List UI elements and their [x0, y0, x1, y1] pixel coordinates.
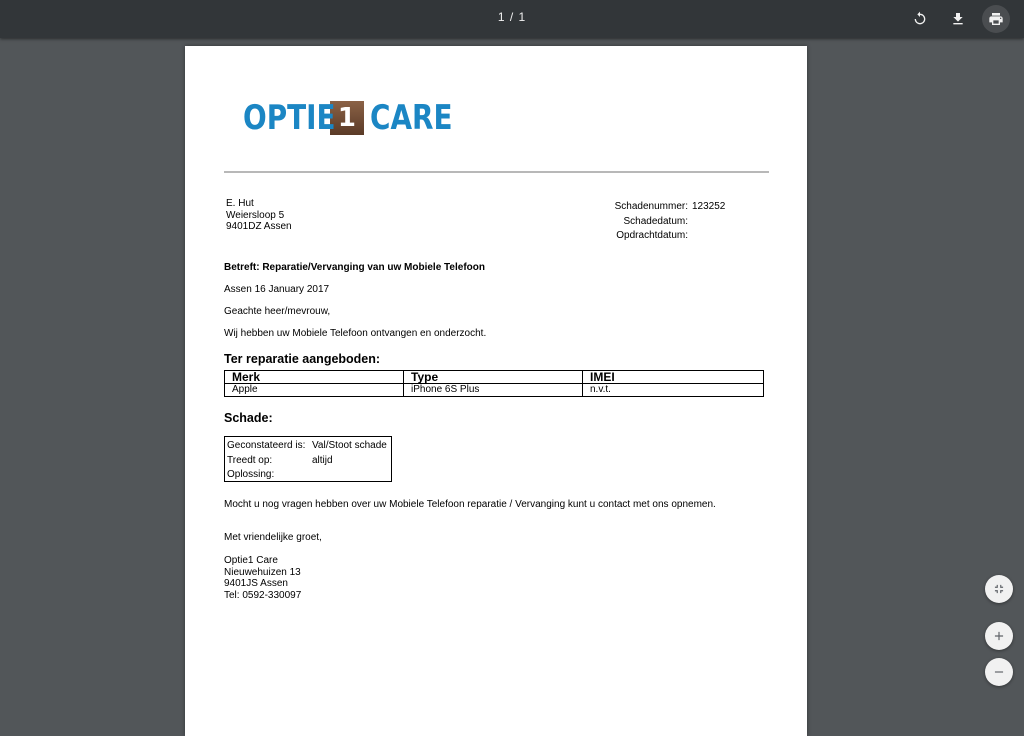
header-divider [224, 171, 769, 173]
recipient-street: Weiersloop 5 [226, 209, 285, 221]
damage-value: Val/Stoot schade [312, 440, 387, 451]
logo-text-right: CARE [369, 98, 453, 138]
column-header-type: Type [404, 371, 583, 384]
claim-meta [592, 200, 725, 244]
optie1-care-logo [243, 98, 471, 138]
meta-value: 123252 [692, 201, 726, 212]
download-button[interactable] [944, 5, 972, 33]
signature-city: 9401JS Assen [224, 578, 288, 589]
zoom-out-button[interactable] [985, 658, 1013, 686]
intro-text: Wij hebben uw Mobiele Telefoon ontvangen en onderzocht. [224, 328, 487, 339]
signature-company: Optie1 Care [224, 555, 278, 566]
pdf-toolbar [0, 0, 1024, 38]
table-header-row [225, 371, 764, 384]
date-line: Assen 16 January 2017 [224, 284, 330, 295]
page-counter: 1 / 1 [497, 10, 527, 24]
damage-heading: Schade: [224, 411, 273, 425]
greeting: Geachte heer/mevrouw, [224, 306, 331, 317]
repair-heading: Ter reparatie aangeboden: [224, 352, 381, 366]
cell-merk: Apple [232, 384, 258, 395]
cell-type: iPhone 6S Plus [404, 384, 583, 397]
repair-table [224, 370, 764, 397]
fit-page-button[interactable] [985, 575, 1013, 603]
cell-imei: n.v.t. [583, 384, 764, 397]
damage-label: Geconstateerd is: [227, 440, 306, 451]
damage-value: altijd [312, 454, 333, 466]
closing-text: Mocht u nog vragen hebben over uw Mobiele Telefoon reparatie / Vervanging kunt u contact met ons opnemen. [224, 499, 716, 510]
zoom-in-button[interactable] [985, 622, 1013, 650]
damage-box [224, 436, 392, 482]
recipient-city: 9401DZ Assen [226, 221, 292, 232]
download-icon [950, 11, 966, 27]
rotate-button[interactable] [906, 5, 934, 33]
recipient-name: E. Hut [226, 198, 254, 209]
meta-label: Schadedatum: [623, 215, 688, 227]
print-button[interactable] [982, 5, 1010, 33]
damage-label: Treedt op: [227, 454, 273, 466]
column-header-imei: IMEI [583, 371, 764, 384]
logo-text-left: OPTIE [243, 98, 336, 138]
zoom-in-icon [992, 629, 1006, 643]
column-header-merk: Merk [225, 371, 404, 384]
rotate-icon [912, 11, 928, 27]
fit-page-icon [992, 582, 1006, 596]
recipient-address [226, 198, 292, 233]
print-icon [988, 11, 1004, 27]
damage-label: Oplossing: [227, 469, 275, 480]
zoom-out-icon [992, 665, 1006, 679]
subject-line: Betreft: Reparatie/Vervanging van uw Mobiele Telefoon [224, 262, 485, 273]
meta-label: Opdrachtdatum: [616, 230, 688, 241]
signature-phone: Tel: 0592-330097 [224, 589, 302, 601]
table-row [225, 384, 764, 397]
meta-label: Schadenummer: [614, 201, 688, 212]
regards: Met vriendelijke groet, [224, 532, 322, 543]
pdf-page [185, 46, 807, 736]
signature-block [224, 555, 301, 601]
logo-digit-box: 1 [330, 101, 364, 135]
signature-street: Nieuwehuizen 13 [224, 566, 301, 578]
